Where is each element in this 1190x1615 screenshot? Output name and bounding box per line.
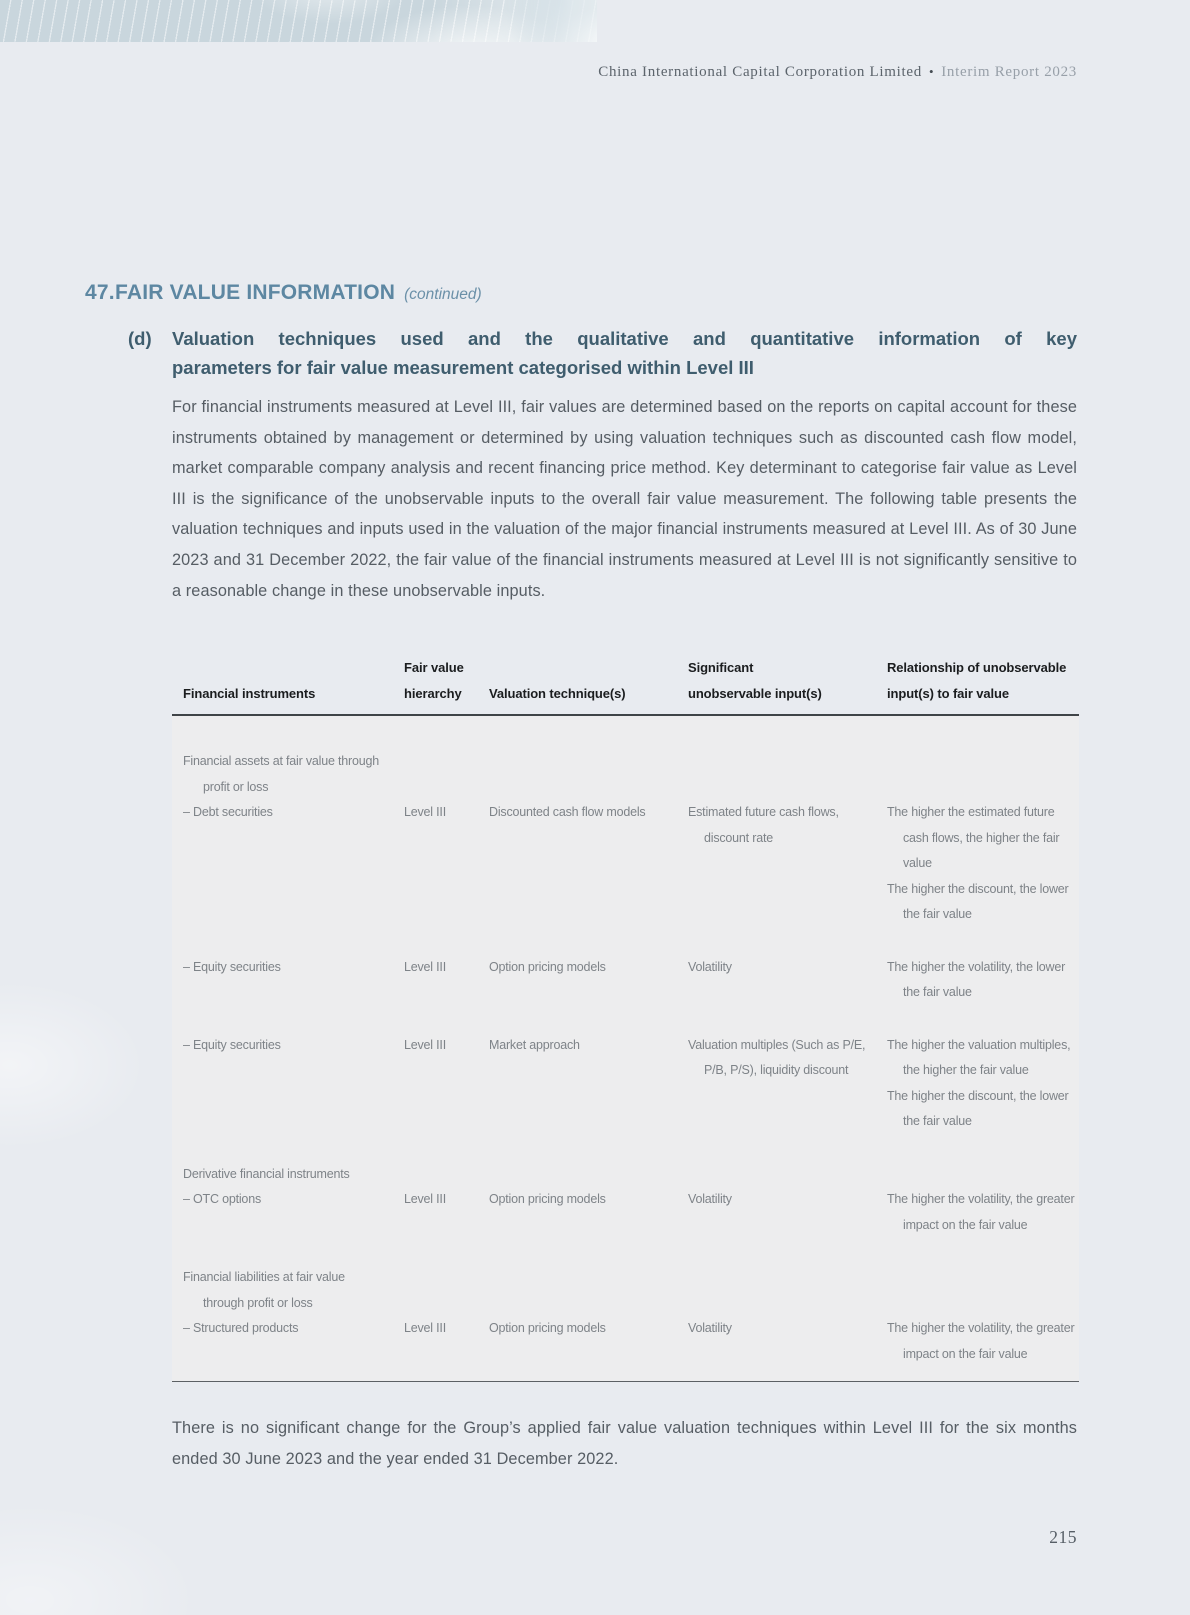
table-cell-text: The higher the volatility, the lower [887,959,1066,974]
table-cell-instrument [172,955,404,1006]
table-cell-text: the higher the fair value [903,1063,1029,1077]
subsection-title-line: Valuation techniques used and the qualitative and quantitative information of key [172,328,1077,349]
table-row [172,1316,1079,1367]
table-cell-text: The higher the discount, the lower [887,1088,1069,1103]
company-name: China International Capital Corporation Limited [598,64,922,80]
table-group-text: Financial liabilities at fair value [183,1270,345,1284]
table-cell-text: Level III [404,1037,446,1052]
table-cell-instrument [172,1316,404,1367]
decorative-banner [0,0,597,42]
table-cell-text: Market approach [489,1037,580,1052]
table-cell-instrument [172,1033,404,1135]
table-row [172,955,1079,1006]
table-header-cell [489,655,688,706]
closing-paragraph: There is no significant change for the Group’s applied fair value valuation techniques within Level III for the six months ended 30 June 2023 and the year ended 31 December 2022. [172,1419,1077,1468]
table-cell-instrument [172,1187,404,1238]
table-group-text: Derivative financial instruments [183,1166,350,1181]
table-cell-text: the fair value [903,1114,972,1128]
table-cell-text: Valuation multiples (Such as P/E, [688,1037,866,1052]
table-group-label [172,749,1079,800]
table-cell-text: Option pricing models [489,1321,606,1335]
bullet-separator: • [928,64,935,79]
table-cell-text: value [903,856,932,870]
table-cell-text: Estimated future cash flows, [688,805,839,819]
table-header-text: Financial instruments [183,685,316,701]
table-row [172,1033,1079,1135]
running-header [0,64,1077,81]
table-cell-inputs [688,800,887,928]
table-cell-text: the fair value [903,985,972,999]
table-cell-relationship [887,1316,1079,1367]
table-row [172,800,1079,928]
table-row-block [172,1265,1079,1367]
section-title: FAIR VALUE INFORMATION [115,281,396,304]
section-continued-label: (continued) [404,286,482,303]
table-cell-text: – Debt securities [183,805,273,819]
table-cell-hierarchy [404,955,489,1006]
table-header-text: unobservable input(s) [688,685,822,701]
table-cell-text: Discounted cash flow models [489,805,646,819]
subsection-title [172,324,1077,382]
table-cell-text: P/B, P/S), liquidity discount [704,1063,849,1077]
section-heading [85,281,1090,305]
table-cell-text: discount rate [704,830,773,845]
table-cell-technique [489,1316,688,1367]
table-cell-text: The higher the discount, the lower [887,881,1069,896]
table-cell-text: The higher the valuation multiples, [887,1037,1071,1052]
table-cell-text: The higher the volatility, the greater [887,1321,1075,1335]
table-cell-text: The higher the estimated future [887,805,1055,819]
table-group-label [172,1162,1079,1188]
table-header-text: Relationship of unobservable [887,660,1067,675]
table-cell-hierarchy [404,1187,489,1238]
subsection-letter: (d) [128,328,152,349]
table-cell-text: The higher the volatility, the greater [887,1192,1075,1206]
table-row-block [172,1162,1079,1239]
table-cell-inputs [688,1187,887,1238]
table-cell-text: Volatility [688,959,732,974]
table-cell-text: Volatility [688,1192,732,1206]
report-title: Interim Report 2023 [941,64,1077,80]
table-cell-text: Level III [404,1321,446,1335]
table-group-text: profit or loss [203,779,269,794]
table-row [172,1187,1079,1238]
table-cell-technique [489,955,688,1006]
subsection-title-line: parameters for fair value measurement categorised within Level III [172,357,754,378]
table-cell-text: the fair value [903,907,972,921]
table-header-cell [688,655,887,706]
table-row-block [172,749,1079,928]
table-cell-hierarchy [404,800,489,928]
valuation-table [172,655,1079,1382]
table-cell-hierarchy [404,1316,489,1367]
table-cell-text: Level III [404,959,446,974]
table-header-cell [172,655,404,706]
table-cell-relationship [887,800,1079,928]
table-cell-text: Level III [404,1192,446,1206]
table-cell-inputs [688,1316,887,1367]
table-cell-technique [489,1033,688,1135]
table-cell-text: – OTC options [183,1192,261,1206]
table-cell-hierarchy [404,1033,489,1135]
table-header-text: Valuation technique(s) [489,685,626,701]
table-body [172,716,1079,1382]
table-cell-relationship [887,955,1079,1006]
table-row-block [172,1033,1079,1135]
table-cell-text: Level III [404,805,446,819]
table-cell-technique [489,800,688,928]
table-cell-relationship [887,1187,1079,1238]
table-cell-technique [489,1187,688,1238]
table-header-cell [887,655,1079,706]
table-cell-instrument [172,800,404,928]
table-group-text: through profit or loss [203,1295,313,1310]
table-group-label [172,1265,1079,1316]
table-cell-text: cash flows, the higher the fair [903,830,1060,845]
table-cell-text: – Structured products [183,1321,299,1335]
table-row-block [172,955,1079,1006]
table-cell-text: impact on the fair value [903,1346,1028,1361]
table-cell-text: Option pricing models [489,959,606,974]
table-cell-text: – Equity securities [183,959,281,974]
table-header-text: input(s) to fair value [887,685,1010,701]
intro-paragraph: For financial instruments measured at Level III, fair values are determined based on the reports on capital account for these instruments obtained by management or determined by using valuation techniques such as discounted cash flow model, market comparable company analysis and recent financing price method. Key determinant to categorise fair value as Level III is the significance of the unobservable inputs to the overall fair value measurement. The following table presents the valuation techniques and inputs used in the valuation of the major financial instruments measured at Level III. As of 30 June 2023 and 31 December 2022, the fair value of the financial instruments measured at Level III is not significantly sensitive to a reasonable change in these unobservable inputs. [172,398,1077,600]
table-cell-inputs [688,1033,887,1135]
table-header-row [172,655,1079,716]
table-cell-text: Volatility [688,1321,732,1335]
table-header-cell [404,655,489,706]
section-number: 47. [85,281,115,304]
table-cell-text: Option pricing models [489,1192,606,1206]
subsection-heading [128,324,1077,382]
table-header-text: Significant [688,660,754,675]
table-header-text: Fair value [404,660,464,675]
table-cell-inputs [688,955,887,1006]
table-cell-text: – Equity securities [183,1037,281,1052]
table-cell-relationship [887,1033,1079,1135]
table-group-text: Financial assets at fair value through [183,754,379,768]
page-number: 215 [1049,1527,1077,1547]
table-header-text: hierarchy [404,685,462,701]
table-cell-text: impact on the fair value [903,1217,1028,1232]
